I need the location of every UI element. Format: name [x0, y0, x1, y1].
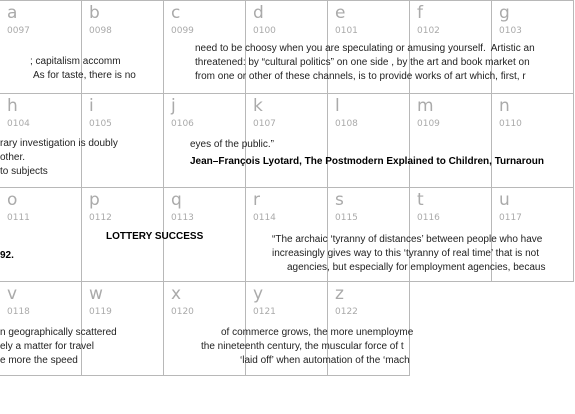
cell-code: 0103 — [499, 26, 522, 36]
cell-code: 0121 — [253, 307, 276, 317]
cell-letter: j — [171, 96, 176, 116]
cell-letter: f — [417, 3, 423, 23]
cell-code: 0098 — [89, 26, 112, 36]
text-fragment: increasingly gives way to this ‘tyranny of real time’ that is not — [272, 248, 539, 259]
cell-letter: s — [335, 190, 344, 210]
text-fragment: rary investigation is doubly — [0, 138, 118, 149]
text-fragment: from one or other of these channels, is to provide works of art which, first, r — [195, 71, 526, 82]
text-fragment: ‘laid off’ when automation of the ‘mach — [240, 355, 410, 366]
cell-code: 0102 — [417, 26, 440, 36]
text-fragment: “The archaic ‘tyranny of distances’ between people who have — [272, 234, 543, 245]
year-fragment: 92. — [0, 250, 14, 261]
cell-code: 0100 — [253, 26, 276, 36]
cell-code: 0116 — [417, 213, 440, 223]
cell-code: 0118 — [7, 307, 30, 317]
quote-end: eyes of the public.” — [190, 139, 274, 150]
cell-letter: z — [335, 284, 344, 304]
cell-code: 0120 — [171, 307, 194, 317]
cell-letter: k — [253, 96, 263, 116]
text-fragment: other. — [0, 152, 26, 163]
cell-code: 0112 — [89, 213, 112, 223]
text-fragment: ely a matter for travel — [0, 341, 94, 352]
cell-letter: t — [417, 190, 424, 210]
cell-code: 0110 — [499, 119, 522, 129]
cell-letter: y — [253, 284, 264, 304]
cell-code: 0104 — [7, 119, 30, 129]
cell-code: 0097 — [7, 26, 30, 36]
cell-letter: w — [89, 284, 103, 304]
cell-code: 0119 — [89, 307, 112, 317]
cell-letter: h — [7, 96, 18, 116]
cell-code: 0105 — [89, 119, 112, 129]
cell-code: 0111 — [7, 213, 30, 223]
cell-code: 0099 — [171, 26, 194, 36]
text-fragment: the nineteenth century, the muscular force of t — [201, 341, 404, 352]
cell-letter: g — [499, 3, 510, 23]
cell-letter: c — [171, 3, 181, 23]
grid-cell-n — [492, 94, 574, 188]
cell-letter: v — [7, 284, 18, 304]
cell-code: 0107 — [253, 119, 276, 129]
text-fragment: e more the speed — [0, 355, 78, 366]
text-fragment: n geographically scattered — [0, 327, 117, 338]
cell-letter: o — [7, 190, 18, 210]
cell-letter: r — [253, 190, 260, 210]
cell-code: 0114 — [253, 213, 276, 223]
text-fragment: threatened: by “cultural politics” on one side , by the art and book market on — [195, 57, 530, 68]
cell-letter: l — [335, 96, 340, 116]
cell-code: 0113 — [171, 213, 194, 223]
cell-code: 0109 — [417, 119, 440, 129]
cell-code: 0106 — [171, 119, 194, 129]
text-fragment: ; capitalism accomm — [30, 56, 121, 67]
grid-cell-m — [410, 94, 492, 188]
cell-letter: m — [417, 96, 434, 116]
cell-letter: p — [89, 190, 100, 210]
cell-letter: b — [89, 3, 100, 23]
cell-letter: d — [253, 3, 264, 23]
cell-letter: x — [171, 284, 182, 304]
cell-letter: q — [171, 190, 182, 210]
cell-letter: n — [499, 96, 510, 116]
cell-code: 0117 — [499, 213, 522, 223]
text-fragment: to subjects — [0, 166, 48, 177]
cell-letter: a — [7, 3, 18, 23]
headline: LOTTERY SUCCESS — [106, 231, 204, 242]
text-fragment: As for taste, there is no — [33, 70, 136, 81]
text-fragment: agencies, but especially for employment agencies, becaus — [287, 262, 546, 273]
grid-cell-o — [0, 188, 82, 282]
citation: Jean–François Lyotard, The Postmodern Explained to Children, Turnaroun — [190, 156, 544, 167]
cell-code: 0122 — [335, 307, 358, 317]
cell-code: 0101 — [335, 26, 358, 36]
text-fragment: need to be choosy when you are speculating or amusing yourself. Artistic an — [195, 43, 535, 54]
cell-letter: i — [89, 96, 94, 116]
cell-letter: u — [499, 190, 510, 210]
cell-code: 0115 — [335, 213, 358, 223]
text-fragment: of commerce grows, the more unemployme — [221, 327, 414, 338]
cell-code: 0108 — [335, 119, 358, 129]
cell-letter: e — [335, 3, 346, 23]
